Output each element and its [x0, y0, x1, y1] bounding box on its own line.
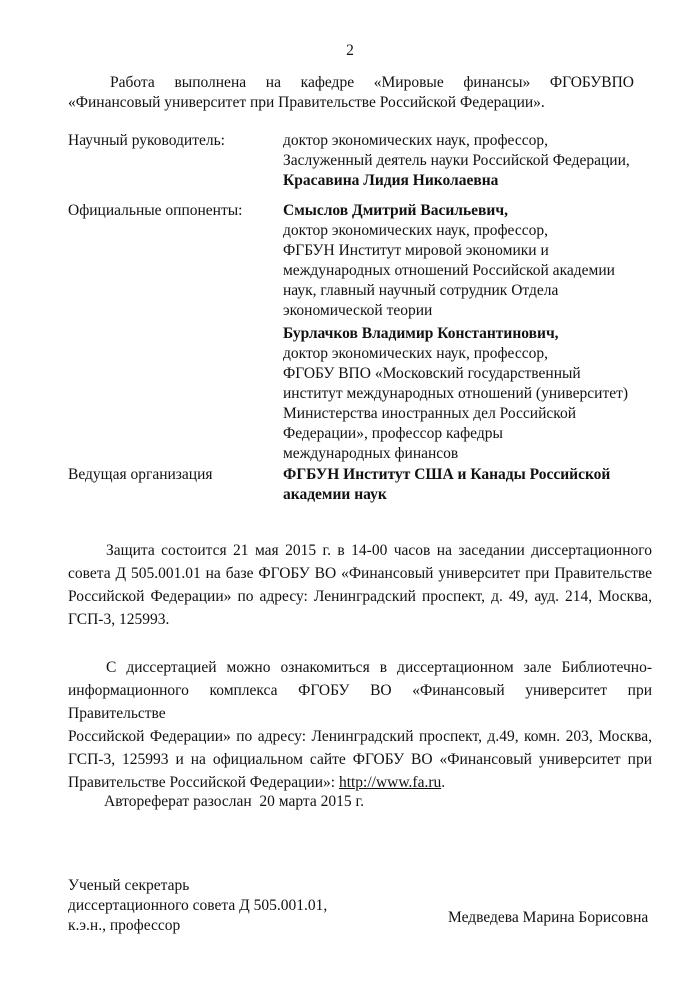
leading-org-label: Ведущая организация	[68, 466, 213, 483]
opponent-2-line: Федерации», профессор кафедры	[283, 425, 503, 442]
opponent-2-line: международных финансов	[283, 445, 459, 462]
secretary-name: Медведева Марина Борисовна	[448, 909, 649, 926]
opponent-1-line: наук, главный научный сотрудник Отдела	[283, 282, 559, 299]
leading-org-line: ФГБУН Институт США и Канады Российской	[283, 466, 611, 483]
dissertation-paragraph	[68, 656, 652, 794]
intro-paragraph	[68, 73, 634, 113]
opponent-1-line: ФГБУН Институт мировой экономики и	[283, 242, 549, 259]
website-link[interactable]: http://www.fa.ru	[338, 774, 442, 791]
dispatch-date: Автореферат разослан 20 марта 2015 г.	[104, 793, 364, 810]
opponent-2-line: институт международных отношений (университет)	[283, 385, 629, 402]
defense-line: ГСП-3, 125993.	[68, 611, 170, 628]
defense-line: Защита состоится 21 мая 2015 г. в 14-00 часов на заседании диссертационного	[106, 542, 652, 559]
opponent-2-line: доктор экономических наук, профессор,	[283, 345, 548, 362]
dissertation-line: ГСП-3, 125993 и на официальном сайте ФГОБУ ВО «Финансовый университет при	[68, 751, 652, 768]
opponent-2-line: ФГОБУ ВПО «Московский государственный	[283, 365, 581, 382]
dissertation-line: Российской Федерации» по адресу: Ленинградский проспект, д.49, комн. 203, Москва,	[68, 728, 652, 745]
secretary-line: диссертационного совета Д 505.001.01,	[68, 897, 328, 914]
opponent-1-line: доктор экономических наук, профессор,	[283, 222, 548, 239]
opponent-1-line: экономической теории	[283, 302, 433, 319]
dissertation-last-line-suffix: .	[441, 774, 446, 791]
defense-paragraph	[68, 539, 652, 631]
supervisor-details	[283, 131, 643, 191]
leading-org-details	[283, 465, 643, 505]
opponents-label: Официальные оппоненты:	[68, 202, 243, 219]
supervisor-name: Красавина Лидия Николаевна	[283, 172, 499, 189]
page-number: 2	[346, 42, 354, 59]
intro-line-2: университет при Правительстве Российской Федерации».	[164, 94, 545, 111]
secretary-block	[68, 876, 327, 936]
dissertation-last-line-prefix: Правительстве Российской Федерации»:	[68, 774, 339, 791]
dissertation-line: информационного комплекса ФГОБУ ВО «Финансовый университет при Правительстве	[68, 682, 652, 722]
intro-line-1: Работа выполнена на кафедре «Мировые финансы» ФГОБУВПО «Финансовый	[68, 74, 634, 111]
secretary-line: Ученый секретарь	[68, 877, 190, 894]
opponent-2-line: Министерства иностранных дел Российской	[283, 405, 577, 422]
defense-line: Российской Федерации» по адресу: Ленинградский проспект, д. 49, ауд. 214, Москва,	[68, 588, 652, 605]
dissertation-line: С диссертацией можно ознакомиться в диссертационном зале Библиотечно-	[106, 659, 652, 676]
defense-line: совета Д 505.001.01 на базе ФГОБУ ВО «Финансовый университет при Правительстве	[68, 565, 652, 582]
supervisor-line: доктор экономических наук, профессор,	[283, 132, 548, 149]
opponent-1-line: международных отношений Российской академии	[283, 262, 615, 279]
opponent-2-name: Бурлачков Владимир Константинович,	[283, 325, 559, 342]
supervisor-line: Заслуженный деятель науки Российской Федерации,	[283, 152, 630, 169]
leading-org-line: академии наук	[283, 486, 387, 503]
secretary-line: к.э.н., профессор	[68, 917, 181, 934]
opponent-2-details	[283, 324, 643, 464]
dissertation-last-line	[68, 771, 652, 794]
opponent-1-details	[283, 201, 643, 321]
opponent-1-name: Смыслов Дмитрий Васильевич,	[283, 202, 508, 219]
supervisor-label: Научный руководитель:	[68, 132, 225, 149]
